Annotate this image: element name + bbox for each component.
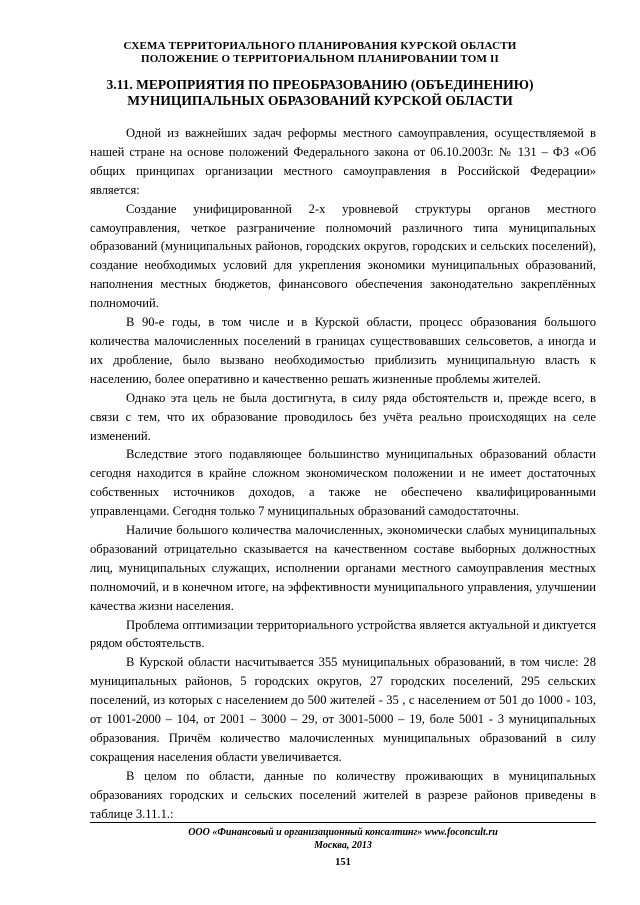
section-title-line-2: МУНИЦИПАЛЬНЫХ ОБРАЗОВАНИЙ КУРСКОЙ ОБЛАСТИ	[127, 93, 513, 108]
footer	[90, 826, 596, 852]
paragraph: Наличие большого количества малочисленных, экономически слабых муниципальных образований отрицательно сказывается на качественном составе выборных должностных лиц, муниципальных служащих, исполнении органами местного самоуправления местных полномочий, и в конечном итоге, на эффективности муниципального управления, улучшении качества жизни населения.	[90, 523, 596, 613]
page-number: 151	[335, 857, 351, 868]
paragraph: В целом по области, данные по количеству проживающих в муниципальных образованиях городских и сельских поселений жителей в разрезе районов приведены в таблице 3.11.1.:	[90, 768, 596, 821]
body-text	[90, 124, 596, 824]
running-header	[60, 40, 580, 66]
header-line-1: СХЕМА ТЕРРИТОРИАЛЬНОГО ПЛАНИРОВАНИЯ КУРСКОЙ ОБЛАСТИ	[123, 40, 517, 52]
section-title	[70, 77, 570, 109]
section-title-line-1: 3.11. МЕРОПРИЯТИЯ ПО ПРЕОБРАЗОВАНИЮ (ОБЪЕДИНЕНИЮ)	[106, 77, 534, 92]
paragraph: Проблема оптимизации территориального устройства является актуальной и диктуется рядом обстоятельств.	[90, 617, 596, 651]
footer-company: ООО «Финансовый и организационный консалтинг» www.foconcult.ru	[188, 827, 498, 838]
paragraph: Создание унифицированной 2-х уровневой структуры органов местного самоуправления, четкое разграничение полномочий различного типа муниципальных образований (муниципальных районов, городских округов, городских и сельских поселений), создание необходимых условий для укрепления экономики муниципальных образований, наполнения местных бюджетов, финансового обеспечения законодательно закреплённых полномочий.	[90, 201, 596, 311]
footer-city-year: Москва, 2013	[314, 840, 372, 851]
footer-divider	[90, 822, 596, 823]
header-line-2: ПОЛОЖЕНИЕ О ТЕРРИТОРИАЛЬНОМ ПЛАНИРОВАНИИ ТОМ II	[141, 53, 499, 65]
paragraph: В 90-е годы, в том числе и в Курской области, процесс образования большого количества малочисленных поселений в границах существовавших сельсоветов, а иногда и их дробление, было вызвано необходимостью приблизить муниципальную власть к населению, более оперативно и качественно решать жизненные проблемы жителей.	[90, 315, 596, 386]
paragraph: Однако эта цель не была достигнута, в силу ряда обстоятельств и, прежде всего, в связи с тем, что их образование проводилось без учёта реально происходящих на селе изменений.	[90, 390, 596, 443]
paragraph: Вследствие этого подавляющее большинство муниципальных образований области сегодня находится в крайне сложном экономическом положении и не имеет достаточных собственных источников доходов, а также не обеспечено квалифицированными управленцами. Сегодня только 7 муниципальных образований самодостаточны.	[90, 447, 596, 519]
paragraph: В Курской области насчитывается 355 муниципальных образований, в том числе: 28 муниципальных районов, 5 городских округов, 27 городских поселений, 295 сельских поселений, из которых с населением до 500 жителей - 35 , с населением от 501 до 1000 - 103, от 1001-2000 – 104, от 2001 – 3000 – 29, от 3001-5000 – 19, боле 5001 - 3 муниципальных образования. Причём количество малочисленных муниципальных образований в силу сокращения населения области увеличивается.	[90, 655, 596, 764]
paragraph: Одной из важнейших задач реформы местного самоуправления, осуществляемой в нашей стране на основе положений Федерального закона от 06.10.2003г. № 131 – ФЗ «Об общих принципах организации местного самоуправления в Российской Федерации» является:	[90, 126, 596, 197]
